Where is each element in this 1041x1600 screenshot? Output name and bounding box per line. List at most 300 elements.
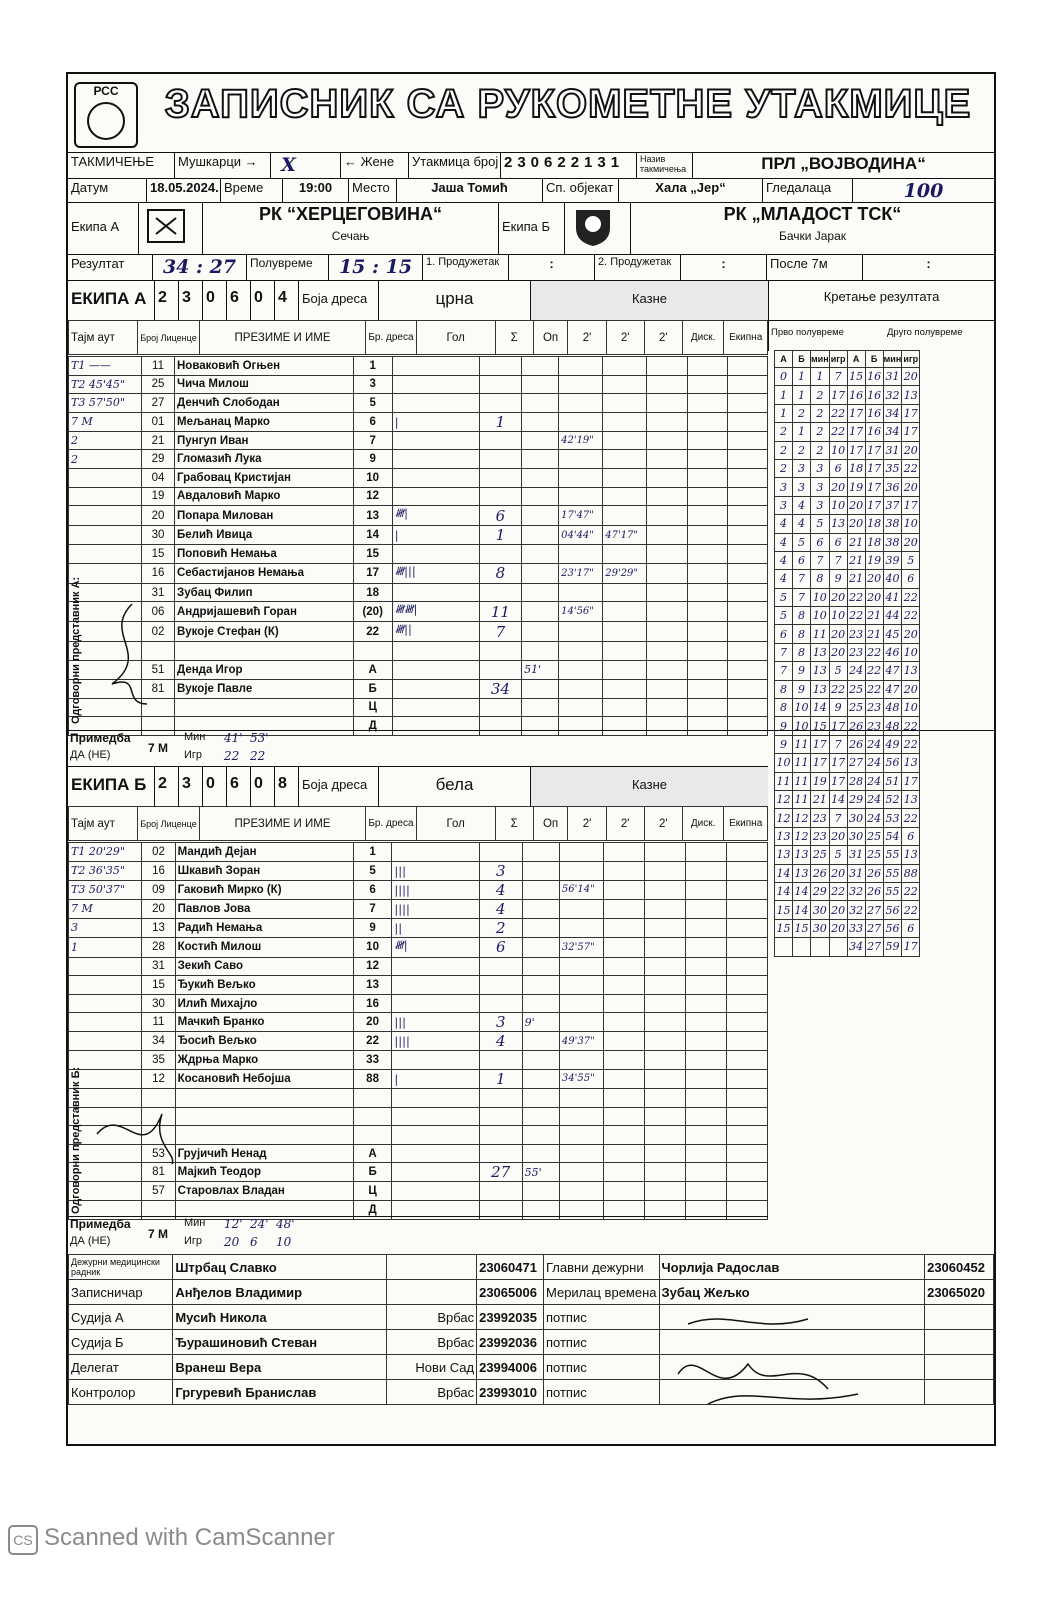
- timeout-cell: 1: [69, 937, 142, 957]
- empty-cell: [647, 660, 687, 679]
- place-label: Место: [348, 179, 396, 203]
- progress-cell: 39: [883, 551, 902, 569]
- empty-cell: [726, 1144, 767, 1163]
- goals-tally: 𝍸|: [392, 937, 479, 957]
- penalty-cell: [604, 976, 645, 995]
- empty-cell: [726, 1032, 767, 1051]
- empty-cell: [647, 431, 687, 450]
- goals-tally: |||: [392, 1013, 479, 1032]
- goals-tally: |||: [392, 861, 479, 880]
- empty-cell: [727, 622, 767, 642]
- remark-options: ДА (НЕ): [70, 749, 111, 761]
- goals-sum: [479, 357, 521, 376]
- empty-cell: [687, 563, 727, 583]
- progress-cell: 13: [775, 827, 793, 845]
- goals-tally: [392, 976, 479, 995]
- player-name: Поповић Немања: [174, 545, 353, 564]
- penalty-cell: [604, 880, 645, 899]
- ot1-label: 1. Продужетак: [422, 255, 508, 281]
- penalty-cell: 23'17": [559, 563, 603, 583]
- progress-cell: 10: [829, 496, 847, 514]
- progress-cell: 26: [865, 882, 883, 900]
- jersey-no-cell: 3: [353, 375, 392, 394]
- progress-col-header: мин: [883, 351, 902, 368]
- progress-cell: 13: [902, 662, 920, 680]
- progress-row: [775, 919, 920, 937]
- col-2min: 2': [606, 807, 644, 841]
- player-name: Гаковић Мирко (К): [175, 880, 353, 899]
- player-name: Денчић Слободан: [174, 394, 353, 413]
- warning-cell: [522, 412, 559, 431]
- logo-text: РСС: [93, 84, 119, 98]
- empty-cell: [647, 602, 687, 622]
- progress-cell: 22: [902, 809, 920, 827]
- gender-women: ← Жене: [340, 153, 408, 179]
- progress-cell: 55: [883, 864, 902, 882]
- progress-cell: 13: [793, 864, 811, 882]
- table-row: [69, 994, 768, 1013]
- progress-row: [775, 607, 920, 625]
- timeout-cell: T3 57'50": [69, 394, 142, 413]
- empty-cell: [686, 1163, 727, 1182]
- progress-row: [775, 423, 920, 441]
- handball-icon: [87, 102, 125, 140]
- warning-cell: [522, 545, 559, 564]
- player-name: Себастијанов Немања: [174, 563, 353, 583]
- penalty-cell: [603, 431, 647, 450]
- official-code: 23060471: [477, 1255, 544, 1280]
- penalty-cell: [559, 660, 603, 679]
- progress-row: [775, 441, 920, 459]
- jersey-no-cell: Д: [353, 1200, 392, 1219]
- jersey-no-cell: 12: [353, 957, 392, 976]
- after7m-value: :: [862, 255, 994, 281]
- player-name: Гломазић Лука: [174, 450, 353, 469]
- sevenm-igr: 22: [224, 749, 240, 763]
- goals-tally: 𝍸𝍸|: [392, 602, 479, 622]
- progress-cell: 16: [865, 386, 883, 404]
- penalty-cell: [604, 1144, 645, 1163]
- progress-cell: 14: [793, 882, 811, 900]
- progress-cell: 48: [883, 717, 902, 735]
- progress-cell: 24: [865, 772, 883, 790]
- progress-cell: 1: [811, 368, 830, 386]
- min-label: Мин: [184, 1217, 206, 1229]
- progress-cell: 22: [847, 607, 865, 625]
- progress-cell: 31: [883, 368, 902, 386]
- progress-cell: 10: [811, 588, 830, 606]
- progress-cell: 4: [775, 570, 793, 588]
- penalty-cell: [603, 487, 647, 506]
- progress-cell: 24: [865, 735, 883, 753]
- team-b-code-digit: 6: [226, 767, 250, 807]
- table-row: [69, 526, 768, 545]
- official-name: Вранеш Вера: [173, 1355, 386, 1380]
- progress-cell: 59: [883, 938, 902, 956]
- progress-cell: 7: [811, 551, 830, 569]
- progress-cell: 16: [865, 404, 883, 422]
- progress-cell: 23: [811, 827, 830, 845]
- player-name: Илић Михајло: [175, 994, 353, 1013]
- progress-cell: 4: [793, 496, 811, 514]
- progress-row: [775, 864, 920, 882]
- warning-cell: 55': [522, 1163, 559, 1182]
- empty-cell: [645, 899, 686, 918]
- progress-cell: 0: [775, 368, 793, 386]
- progress-cell: 16: [847, 386, 865, 404]
- progress-cell: 22: [865, 680, 883, 698]
- progress-cell: 32: [847, 882, 865, 900]
- col-team-pen: Екипна: [724, 807, 768, 841]
- progress-cell: 21: [847, 533, 865, 551]
- player-name: [175, 1107, 353, 1126]
- table-row: [69, 976, 768, 995]
- penalty-cell: [603, 394, 647, 413]
- progress-cell: 10: [829, 607, 847, 625]
- progress-cell: 12: [775, 790, 793, 808]
- progress-cell: 6: [829, 459, 847, 477]
- progress-cell: 2: [811, 423, 830, 441]
- progress-cell: 30: [811, 901, 830, 919]
- progress-cell: 26: [811, 864, 830, 882]
- progress-cell: 18: [865, 515, 883, 533]
- progress-cell: 17: [829, 717, 847, 735]
- jersey-no-cell: 5: [353, 394, 392, 413]
- empty-cell: [686, 1069, 727, 1088]
- license-cell: 09: [142, 880, 175, 899]
- team-a-signature: [92, 594, 162, 714]
- penalty-cell: [559, 450, 603, 469]
- empty-cell: [727, 545, 767, 564]
- empty-cell: [645, 957, 686, 976]
- progress-cell: 23: [811, 809, 830, 827]
- empty-cell: [645, 843, 686, 862]
- jersey-no-cell: 88: [353, 1069, 392, 1088]
- col-warning: Оп: [533, 321, 568, 355]
- goals-tally: [392, 357, 479, 376]
- empty-cell: [687, 357, 727, 376]
- warning-cell: [522, 1032, 559, 1051]
- goals-sum: 7: [479, 622, 521, 642]
- progress-cell: 17: [902, 496, 920, 514]
- progress-cell: 5: [829, 662, 847, 680]
- goals-sum: 1: [479, 526, 521, 545]
- timeout-cell: [69, 468, 142, 487]
- empty-cell: [645, 976, 686, 995]
- progress-cell: 32: [847, 901, 865, 919]
- progress-cell: 3: [811, 496, 830, 514]
- goals-sum: 3: [479, 1013, 522, 1032]
- penalty-cell: [559, 394, 603, 413]
- team-a-code-digit: 2: [154, 281, 178, 321]
- goals-sum: 11: [479, 602, 521, 622]
- empty-cell: [686, 1107, 727, 1126]
- jersey-no-cell: 22: [353, 622, 392, 642]
- progress-cell: 17: [902, 423, 920, 441]
- penalty-cell: [559, 487, 603, 506]
- progress-cell: 22: [865, 662, 883, 680]
- col-disq: Диск.: [682, 807, 724, 841]
- progress-cell: 20: [829, 864, 847, 882]
- table-row: [69, 602, 768, 622]
- penalty-cell: [603, 583, 647, 602]
- timeout-cell: [69, 526, 142, 545]
- progress-cell: 10: [902, 515, 920, 533]
- progress-cell: 22: [829, 882, 847, 900]
- progress-cell: 4: [775, 515, 793, 533]
- jersey-no-cell: [353, 1107, 392, 1126]
- progress-cell: 24: [865, 754, 883, 772]
- license-cell: 30: [142, 994, 175, 1013]
- goals-sum: [479, 1088, 522, 1107]
- empty-cell: [647, 622, 687, 642]
- empty-cell: [647, 506, 687, 526]
- jersey-no-cell: Б: [353, 679, 392, 698]
- warning-cell: [522, 1144, 559, 1163]
- progress-cell: 20: [902, 368, 920, 386]
- team-b-code-digit: 2: [154, 767, 178, 807]
- empty-cell: [687, 412, 727, 431]
- date-value: 18.05.2024.: [146, 179, 220, 203]
- half-label: Полувреме: [246, 255, 328, 281]
- empty-cell: [727, 394, 767, 413]
- empty-cell: [687, 622, 727, 642]
- license-cell: 51: [142, 660, 175, 679]
- team-b-city: Бачки Јарак: [778, 229, 847, 243]
- goals-tally: [392, 1182, 479, 1201]
- license-cell: 11: [142, 1013, 175, 1032]
- team-b-official-label: Одговорни представник Б:: [70, 1066, 82, 1214]
- sevenm-label: 7 М: [148, 1227, 169, 1241]
- official-row: [69, 1255, 994, 1280]
- empty-cell: [687, 394, 727, 413]
- table-row: [69, 937, 768, 957]
- comp-name: ПРЛ „ВОЈВОДИНА“: [692, 153, 994, 179]
- table-row: [69, 622, 768, 642]
- empty-cell: [727, 526, 767, 545]
- goals-sum: [479, 468, 521, 487]
- warning-cell: [522, 843, 559, 862]
- progress-cell: 31: [847, 846, 865, 864]
- license-cell: 57: [142, 1182, 175, 1201]
- official-name: Гргуревић Бранислав: [173, 1380, 386, 1405]
- official-name2: Чорлија Радослав: [659, 1255, 925, 1280]
- player-name: Костић Милош: [175, 937, 353, 957]
- penalty-cell: [559, 843, 603, 862]
- empty-cell: [686, 994, 727, 1013]
- penalty-cell: 56'14": [559, 880, 603, 899]
- player-name: Мачкић Бранко: [175, 1013, 353, 1032]
- goals-sum: 4: [479, 899, 522, 918]
- team-a-label: Екипа А: [71, 219, 120, 234]
- table-row: [69, 450, 768, 469]
- remark-label: Примедба: [70, 731, 131, 745]
- empty-cell: [727, 642, 767, 661]
- progress-cell: 4: [793, 515, 811, 533]
- penalty-cell: [603, 468, 647, 487]
- empty-cell: [687, 679, 727, 698]
- jersey-no-cell: 16: [353, 994, 392, 1013]
- empty-cell: [687, 545, 727, 564]
- jersey-no-cell: 22: [353, 1032, 392, 1051]
- timeout-cell: T2 45'45": [69, 375, 142, 394]
- progress-cell: 44: [883, 607, 902, 625]
- progress-cell: 17: [865, 478, 883, 496]
- table-row: [69, 1032, 768, 1051]
- progress-row: [775, 662, 920, 680]
- penalty-cell: [559, 1126, 603, 1145]
- jersey-no-cell: 7: [353, 431, 392, 450]
- penalty-cell: [559, 545, 603, 564]
- progress-cell: 35: [883, 459, 902, 477]
- license-cell: 01: [142, 412, 175, 431]
- empty-cell: [726, 1107, 767, 1126]
- progress-cell: 3: [811, 459, 830, 477]
- warning-cell: [522, 563, 559, 583]
- player-name: Авдаловић Марко: [174, 487, 353, 506]
- license-cell: 25: [142, 375, 175, 394]
- official-role2: Главни дежурни: [543, 1255, 659, 1280]
- empty-cell: [645, 1107, 686, 1126]
- player-name: [174, 698, 353, 717]
- col-2min: 2': [568, 321, 606, 355]
- empty-cell: [726, 861, 767, 880]
- progress-cell: 20: [829, 827, 847, 845]
- progress-cell: 6: [829, 533, 847, 551]
- progress-cell: 17: [865, 459, 883, 477]
- progress-cell: 7: [775, 662, 793, 680]
- jersey-no-cell: А: [353, 660, 392, 679]
- progress-cell: 20: [902, 533, 920, 551]
- progress-col-header: Б: [793, 351, 811, 368]
- timeout-cell: T3 50'37": [69, 880, 142, 899]
- player-name: Ђукић Вељко: [175, 976, 353, 995]
- result-value: 34 : 27: [152, 255, 246, 281]
- progress-cell: 5: [775, 607, 793, 625]
- penalty-cell: [559, 994, 603, 1013]
- progress-cell: 10: [793, 699, 811, 717]
- empty-cell: [686, 918, 727, 937]
- empty-cell: [645, 1182, 686, 1201]
- empty-cell: [727, 506, 767, 526]
- team-a-penalties-label: Казне: [530, 281, 768, 321]
- penalty-cell: 49'37": [559, 1032, 603, 1051]
- progress-cell: 2: [793, 441, 811, 459]
- progress-cell: 20: [847, 515, 865, 533]
- team-a-code-digit: 0: [250, 281, 274, 321]
- progress-cell: 2: [811, 404, 830, 422]
- license-cell: 02: [142, 843, 175, 862]
- progress-cell: 17: [811, 735, 830, 753]
- table-row: [69, 1051, 768, 1070]
- goals-sum: [479, 583, 521, 602]
- progress-cell: 15: [793, 919, 811, 937]
- empty-cell: [686, 937, 727, 957]
- penalty-cell: [603, 357, 647, 376]
- jersey-no-cell: Д: [353, 717, 392, 736]
- progress-cell: 22: [847, 588, 865, 606]
- empty-cell: [726, 1069, 767, 1088]
- empty-cell: [686, 976, 727, 995]
- official-role: Дежурни медицински радник: [69, 1255, 173, 1280]
- official-row: [69, 1280, 994, 1305]
- progress-cell: [829, 938, 847, 956]
- progress-row: [775, 699, 920, 717]
- penalty-cell: [559, 375, 603, 394]
- official-name: Мусић Никола: [173, 1305, 386, 1330]
- timeout-cell: [69, 957, 142, 976]
- progress-cell: 17: [865, 441, 883, 459]
- goals-tally: ||||: [392, 1032, 479, 1051]
- warning-cell: [522, 1182, 559, 1201]
- warning-cell: [522, 679, 559, 698]
- progress-cell: 56: [883, 901, 902, 919]
- result-row: [68, 254, 994, 281]
- empty-cell: [647, 679, 687, 698]
- progress-row: [775, 643, 920, 661]
- license-cell: 31: [142, 583, 175, 602]
- empty-cell: [647, 698, 687, 717]
- goals-tally: [392, 468, 479, 487]
- goals-sum: 6: [479, 937, 522, 957]
- progress-cell: 8: [775, 699, 793, 717]
- goals-sum: 4: [479, 1032, 522, 1051]
- license-cell: 20: [142, 506, 175, 526]
- progress-cell: 21: [865, 607, 883, 625]
- team-b-code-digit: 0: [202, 767, 226, 807]
- official-code2: [925, 1305, 994, 1330]
- progress-cell: 23: [865, 699, 883, 717]
- penalty-cell: 34'55": [559, 1069, 603, 1088]
- official-city: Врбас: [386, 1330, 476, 1355]
- jersey-no-cell: 9: [353, 450, 392, 469]
- official-code: 23065006: [477, 1280, 544, 1305]
- progress-cell: 17: [902, 938, 920, 956]
- sevenm-min: 53': [250, 731, 269, 745]
- goals-tally: 𝍸||: [392, 622, 479, 642]
- team-a-jersey: црна: [378, 281, 530, 321]
- progress-cell: 18: [865, 533, 883, 551]
- player-name: Вукоје Павле: [174, 679, 353, 698]
- progress-cell: 1: [793, 423, 811, 441]
- progress-cell: 5: [793, 533, 811, 551]
- penalty-cell: [559, 1013, 603, 1032]
- license-cell: 19: [142, 487, 175, 506]
- sevenm-igr: 10: [276, 1235, 292, 1249]
- empty-cell: [687, 583, 727, 602]
- warning-cell: [522, 487, 559, 506]
- player-name: Грујичић Ненад: [175, 1144, 353, 1163]
- goals-tally: [392, 1107, 479, 1126]
- timeout-cell: 2: [69, 450, 142, 469]
- player-name: [174, 642, 353, 661]
- empty-cell: [686, 843, 727, 862]
- progress-cell: 27: [865, 901, 883, 919]
- progress-cell: 10: [775, 754, 793, 772]
- timeout-cell: T1 20'29": [69, 843, 142, 862]
- table-row: [69, 660, 768, 679]
- empty-cell: [645, 1051, 686, 1070]
- jersey-no-cell: 6: [353, 412, 392, 431]
- progress-cell: 2: [793, 404, 811, 422]
- empty-cell: [727, 698, 767, 717]
- progress-cell: 13: [902, 846, 920, 864]
- team-b-name: РК „МЛАДОСТ ТСК“: [723, 204, 902, 224]
- goals-tally: ||||: [392, 880, 479, 899]
- license-cell: 15: [142, 976, 175, 995]
- empty-cell: [687, 526, 727, 545]
- progress-cell: 6: [902, 827, 920, 845]
